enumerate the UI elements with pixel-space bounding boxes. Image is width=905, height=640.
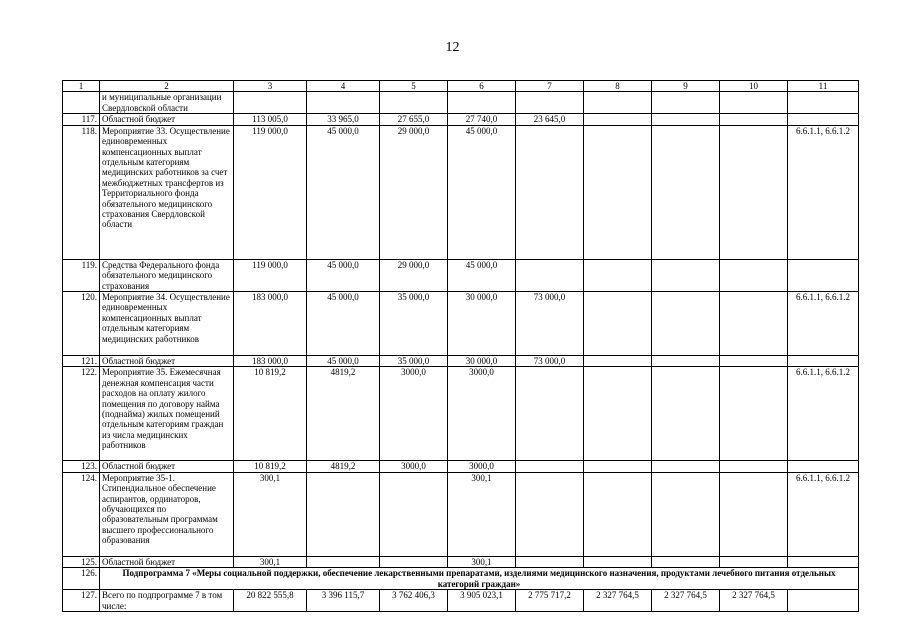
value-cell: 183 000,0 <box>234 292 307 356</box>
value-cell <box>584 472 652 556</box>
row-number-cell: 123. <box>63 461 100 472</box>
value-cell: 29 000,0 <box>380 259 448 291</box>
reference-cell <box>788 556 859 567</box>
reference-cell: 6.6.1.1, 6.6.1.2 <box>788 125 859 259</box>
value-cell: 2 327 764,5 <box>720 590 788 612</box>
value-cell: 183 000,0 <box>234 356 307 367</box>
value-cell: 2 327 764,5 <box>652 590 720 612</box>
value-cell: 27 655,0 <box>380 114 448 125</box>
value-cell <box>652 259 720 291</box>
header-cell: 9 <box>652 81 720 92</box>
value-cell <box>720 125 788 259</box>
value-cell: 3 762 406,3 <box>380 590 448 612</box>
header-cell: 5 <box>380 81 448 92</box>
row-name-cell: Всего по подпрограмме 7 в том числе: <box>100 590 234 612</box>
value-cell <box>652 461 720 472</box>
value-cell <box>584 125 652 259</box>
value-cell <box>516 472 584 556</box>
value-cell: 3000,0 <box>380 461 448 472</box>
reference-cell <box>788 590 859 612</box>
value-cell <box>516 461 584 472</box>
value-cell <box>448 92 516 114</box>
value-cell: 73 000,0 <box>516 356 584 367</box>
value-cell <box>584 356 652 367</box>
total-row <box>63 590 859 612</box>
value-cell: 35 000,0 <box>380 292 448 356</box>
row-name-cell: Областной бюджет <box>100 114 234 125</box>
value-cell: 45 000,0 <box>307 292 380 356</box>
table-body <box>63 81 859 612</box>
row-number-cell: 121. <box>63 356 100 367</box>
table-row <box>63 292 859 356</box>
table-row <box>63 356 859 367</box>
value-cell <box>652 356 720 367</box>
value-cell <box>720 356 788 367</box>
row-number-cell: 127. <box>63 590 100 612</box>
value-cell <box>584 461 652 472</box>
row-number-cell: 117. <box>63 114 100 125</box>
value-cell <box>516 259 584 291</box>
value-cell: 3000,0 <box>448 367 516 461</box>
reference-cell <box>788 114 859 125</box>
table-row <box>63 114 859 125</box>
value-cell <box>720 92 788 114</box>
value-cell: 300,1 <box>448 556 516 567</box>
row-number-cell: 126. <box>63 568 100 590</box>
value-cell <box>652 114 720 125</box>
value-cell <box>720 367 788 461</box>
value-cell: 30 000,0 <box>448 292 516 356</box>
value-cell: 45 000,0 <box>307 356 380 367</box>
value-cell: 300,1 <box>234 556 307 567</box>
reference-cell: 6.6.1.1, 6.6.1.2 <box>788 292 859 356</box>
table-row <box>63 125 859 259</box>
header-cell: 11 <box>788 81 859 92</box>
table-row <box>63 367 859 461</box>
value-cell <box>584 259 652 291</box>
value-cell: 30 000,0 <box>448 356 516 367</box>
value-cell: 2 327 764,5 <box>584 590 652 612</box>
value-cell <box>584 292 652 356</box>
value-cell <box>307 556 380 567</box>
reference-cell <box>788 92 859 114</box>
value-cell: 3000,0 <box>380 367 448 461</box>
value-cell: 27 740,0 <box>448 114 516 125</box>
value-cell <box>720 292 788 356</box>
budget-table <box>62 80 859 612</box>
value-cell <box>584 556 652 567</box>
table-row <box>63 461 859 472</box>
value-cell <box>584 367 652 461</box>
row-number-cell: 119. <box>63 259 100 291</box>
value-cell <box>516 556 584 567</box>
row-number-cell: 118. <box>63 125 100 259</box>
value-cell <box>652 367 720 461</box>
value-cell: 45 000,0 <box>307 259 380 291</box>
value-cell <box>307 92 380 114</box>
value-cell <box>652 556 720 567</box>
header-cell: 8 <box>584 81 652 92</box>
row-name-cell: Мероприятие 35. Ежемесячная денежная компенсация части расходов на оплату жилого помещения по договору найма (поднайма) жилых помещений отдельным категориям граждан из числа медицинских работников <box>100 367 234 461</box>
value-cell <box>652 125 720 259</box>
table-row <box>63 556 859 567</box>
row-name-cell: и муниципальные организации Свердловской области <box>100 92 234 114</box>
value-cell: 20 822 555,8 <box>234 590 307 612</box>
value-cell <box>584 114 652 125</box>
row-number-cell: 125. <box>63 556 100 567</box>
header-cell: 10 <box>720 81 788 92</box>
row-name-cell: Мероприятие 34. Осуществление единовременных компенсационных выплат отдельным категориям медицинских работников <box>100 292 234 356</box>
row-name-cell: Средства Федерального фонда обязательного медицинского страхования <box>100 259 234 291</box>
value-cell <box>380 472 448 556</box>
reference-cell: 6.6.1.1, 6.6.1.2 <box>788 367 859 461</box>
value-cell <box>516 92 584 114</box>
value-cell <box>516 367 584 461</box>
value-cell: 45 000,0 <box>448 125 516 259</box>
value-cell: 2 775 717,2 <box>516 590 584 612</box>
value-cell <box>720 472 788 556</box>
value-cell <box>380 556 448 567</box>
value-cell <box>720 461 788 472</box>
table-row <box>63 92 859 114</box>
row-name-cell: Областной бюджет <box>100 461 234 472</box>
value-cell: 45 000,0 <box>448 259 516 291</box>
row-name-cell: Областной бюджет <box>100 356 234 367</box>
header-cell: 2 <box>100 81 234 92</box>
value-cell <box>516 125 584 259</box>
value-cell: 73 000,0 <box>516 292 584 356</box>
value-cell: 10 819,2 <box>234 461 307 472</box>
value-cell <box>652 472 720 556</box>
header-row <box>63 81 859 92</box>
value-cell: 3000,0 <box>448 461 516 472</box>
header-cell: 4 <box>307 81 380 92</box>
value-cell: 300,1 <box>234 472 307 556</box>
header-cell: 1 <box>63 81 100 92</box>
reference-cell: 6.6.1.1, 6.6.1.2 <box>788 472 859 556</box>
value-cell <box>380 92 448 114</box>
header-cell: 3 <box>234 81 307 92</box>
value-cell <box>720 114 788 125</box>
row-number-cell: 124. <box>63 472 100 556</box>
value-cell <box>720 259 788 291</box>
row-name-cell: Мероприятие 33. Осуществление единовременных компенсационных выплат отдельным категориям медицинских работников за счет межбюджетных трансфертов из Территориального фонда обязательного медицинского страхования Свердловской области <box>100 125 234 259</box>
value-cell: 10 819,2 <box>234 367 307 461</box>
row-number-cell <box>63 92 100 114</box>
value-cell: 35 000,0 <box>380 356 448 367</box>
value-cell: 300,1 <box>448 472 516 556</box>
value-cell <box>307 472 380 556</box>
value-cell: 4819,2 <box>307 461 380 472</box>
value-cell: 45 000,0 <box>307 125 380 259</box>
value-cell <box>720 556 788 567</box>
value-cell: 113 005,0 <box>234 114 307 125</box>
value-cell: 3 905 023,1 <box>448 590 516 612</box>
table-row <box>63 259 859 291</box>
header-cell: 6 <box>448 81 516 92</box>
row-name-cell: Мероприятие 35-1. Стипендиальное обеспечение аспирантов, ординаторов, обучающихся по образовательным программам высшего профессионального образования <box>100 472 234 556</box>
value-cell: 119 000,0 <box>234 125 307 259</box>
page-number: 12 <box>445 40 460 55</box>
reference-cell <box>788 259 859 291</box>
reference-cell <box>788 461 859 472</box>
row-number-cell: 120. <box>63 292 100 356</box>
value-cell <box>652 92 720 114</box>
reference-cell <box>788 356 859 367</box>
value-cell: 33 965,0 <box>307 114 380 125</box>
value-cell <box>652 292 720 356</box>
value-cell: 23 645,0 <box>516 114 584 125</box>
row-name-cell: Областной бюджет <box>100 556 234 567</box>
value-cell: 4819,2 <box>307 367 380 461</box>
header-cell: 7 <box>516 81 584 92</box>
value-cell: 119 000,0 <box>234 259 307 291</box>
value-cell: 3 396 115,7 <box>307 590 380 612</box>
value-cell <box>234 92 307 114</box>
subprogram-title-cell: Подпрограмма 7 «Меры социальной поддержки, обеспечение лекарственными препаратами, изделиями медицинского назначения, продуктами лечебного питания отдельных категорий граждан» <box>100 568 859 590</box>
value-cell: 29 000,0 <box>380 125 448 259</box>
table-row <box>63 472 859 556</box>
row-number-cell: 122. <box>63 367 100 461</box>
subprogram-row <box>63 568 859 590</box>
value-cell <box>584 92 652 114</box>
